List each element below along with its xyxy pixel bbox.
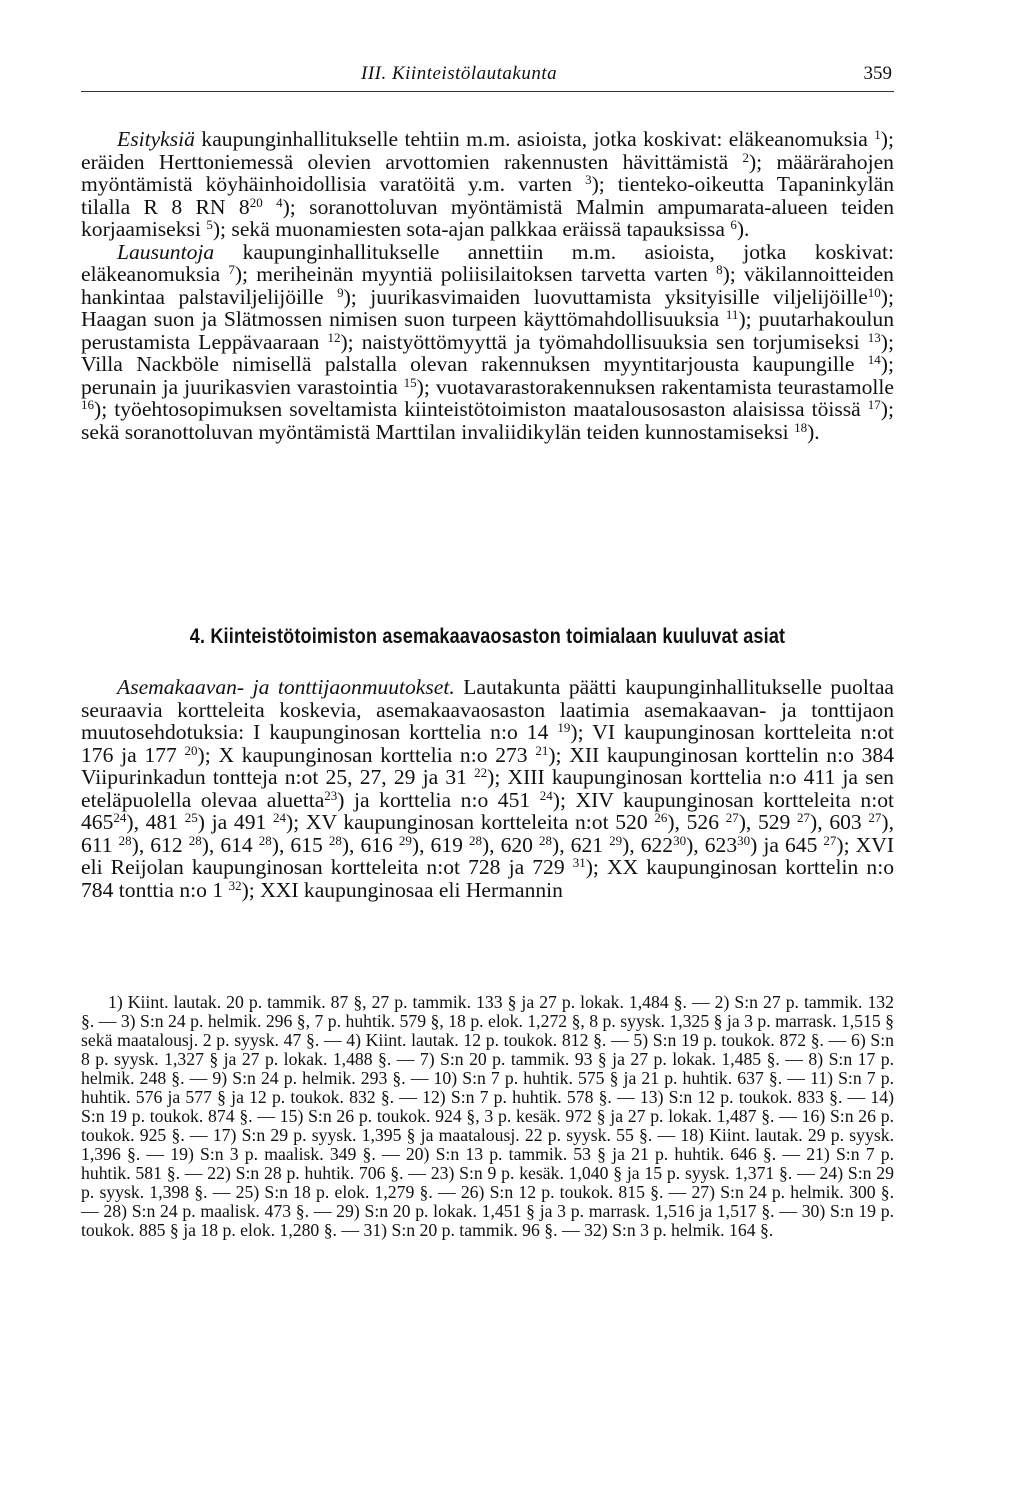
- lower-body: [81, 676, 894, 901]
- paragraph-esityksia: Esityksiä kaupunginhallitukselle tehtiin m.m. asioista, jotka koskivat: eläkeanomuksia $^1$); eräiden Herttoniemessä olevien arvottomien rakennusten hävittämistä $^2$); määrärahojen myöntämistä köyhäinhoidollisia varatöitä y.m. varten $^3$); tienteko-oikeutta Tapaninkylän tilalla R 8 RN $8^{20}$ $^4$); soranottoluvan myöntämistä Malmin ampumarata-alueen teiden korjaamiseksi $^5$); sekä muonamiesten sota-ajan palkkaa eräissä tapauksissa $^6$).: [81, 127, 894, 241]
- lead-esityksia: Esityksiä: [117, 127, 195, 151]
- footnotes: 1) Kiint. lautak. 20 p. tammik. 87 §, 27 p. tammik. 133 § ja 27 p. lokak. 1,484 §. — 2) S:n 27 p. tammik. 132 §. — 3) S:n 24 p. helmik. 296 §, 7 p. huhtik. 579 §, 18 p. elok. 1,272 §, 8 p. syysk. 1,325 § ja 3 p. marrask. 1,515 § sekä maatalousj. 2 p. syysk. 47 §. — 4) Kiint. lautak. 12 p. toukok. 812 §. — 5) S:n 19 p. toukok. 872 §. — 6) S:n 8 p. syysk. 1,327 § ja 27 p. lokak. 1,488 §. — 7) S:n 20 p. tammik. 93 § ja 27 p. lokak. 1,485 §. — 8) S:n 17 p. helmik. 248 §. — 9) S:n 24 p. helmik. 293 §. — 10) S:n 7 p. huhtik. 575 § ja 21 p. huhtik. 637 §. — 11) S:n 7 p. huhtik. 576 ja 577 § ja 12 p. toukok. 832 §. — 12) S:n 7 p. huhtik. 578 §. — 13) S:n 12 p. toukok. 833 §. — 14) S:n 19 p. toukok. 874 §. — 15) S:n 26 p. toukok. 924 §, 3 p. kesäk. 972 § ja 27 p. lokak. 1,487 §. — 16) S:n 26 p. toukok. 925 §. — 17) S:n 29 p. syysk. 1,395 § ja maatalousj. 22 p. syysk. 55 §. — 18) Kiint. lautak. 29 p. syysk. 1,396 §. — 19) S:n 3 p. maalisk. 349 §. — 20) S:n 13 p. tammik. 53 § ja 21 p. huhtik. 646 §. — 21) S:n 7 p. huhtik. 581 §. — 22) S:n 28 p. huhtik. 706 §. — 23) S:n 9 p. kesäk. 1,040 § ja 15 p. syysk. 1,371 §. — 24) S:n 29 p. syysk. 1,398 §. — 25) S:n 18 p. elok. 1,279 §. — 26) S:n 12 p. toukok. 815 §. — 27) S:n 24 p. helmik. 300 §. — 28) S:n 24 p. maalisk. 473 §. — 29) S:n 20 p. lokak. 1,451 § ja 3 p. marrask. 1,516 ja 1,517 §. — 30) S:n 19 p. toukok. 885 § ja 18 p. elok. 1,280 §. — 31) S:n 20 p. tammik. 96 §. — 32) S:n 3 p. helmik. 164 §.: [81, 992, 894, 1240]
- page-number: 359: [863, 63, 892, 84]
- paragraph-lausuntoja: Lausuntoja kaupunginhallitukselle annettiin m.m. asioista, jotka koskivat: eläkeanomuksia $^7$); meriheinän myyntiä poliisilaitoksen tarvetta varten $^8$); väkilannoitteiden hankintaa palstaviljelijöille $^9$); juurikasvimaiden luovuttamista yksityisille viljelijöille$^{10}$); Haagan suon ja Slätmossen nimisen suon turpeen käyttömahdollisuuksia $^{11}$); puutarhakoulun perustamista Leppävaaraan $^{12}$); naistyöttömyyttä ja työmahdollisuuksia sen torjumiseksi $^{13}$); Villa Nackböle nimisellä palstalla olevan rakennuksen myyntitarjousta kaupungille $^{14}$); perunain ja juurikasvien varastointia $^{15}$); vuotavarastorakennuksen rakentamista teurastamolle $^{16}$); työehtosopimuksen soveltamista kiinteistötoimiston maatalousosaston alaisissa töissä $^{17}$); sekä soranottoluvan myöntämistä Marttilan invaliidikylän teiden kunnostamiseksi $^{18}$).: [81, 239, 895, 444]
- upper-body: [81, 128, 894, 443]
- lead-lausuntoja: Lausuntoja: [117, 239, 215, 264]
- section-heading: 4. Kiinteistötoimiston asemakaavaosaston toimialaan kuuluvat asiat: [189, 625, 786, 648]
- running-head: [81, 63, 894, 92]
- paragraph-asemakaavan: Asemakaavan- ja tonttijaonmuutokset. Lautakunta päätti kaupunginhallitukselle puoltaa seuraavia kortteleita koskevia, asemakaavaosaston laatimia asemakaavan- ja tonttijaon muutosehdotuksia: I kaupunginosan korttelia n:o 14 $^{19}$); VI kaupunginosan kortteleita n:ot 176 ja 177 $^{20}$); X kaupunginosan korttelia n:o 273 $^{21}$); XII kaupunginosan korttelin n:o 384 Viipurinkadun tontteja n:ot 25, 27, 29 ja 31 $^{22}$); XIII kaupunginosan korttelia n:o 411 ja sen eteläpuolella olevaa aluetta$^{23}$) ja korttelia n:o 451 $^{24}$); XIV kaupunginosan kortteleita n:ot $465^{24}$), 481 $^{25}$) ja 491 $^{24}$); XV kaupunginosan kortteleita n:ot 520 $^{26}$), 526 $^{27}$), 529 $^{27}$), 603 $^{27}$), 611 $^{28}$), 612 $^{28}$), 614 $^{28}$), 615 $^{28}$), 616 $^{29}$), 619 $^{28}$), 620 $^{28}$), 621 $^{29}$), $622^{30}$), $623^{30}$) ja 645 $^{27}$); XVI eli Reijolan kaupunginosan kortteleita n:ot 728 ja 729 $^{31}$); XX kaupunginosan korttelin n:o 784 tonttia n:o 1 $^{32}$); XXI kaupunginosaa eli Hermannin: [81, 675, 895, 902]
- running-head-title: III. Kiinteistölautakunta: [361, 63, 558, 84]
- lead-asemakaavan: Asemakaavan- ja tonttijaonmuutokset.: [117, 675, 455, 699]
